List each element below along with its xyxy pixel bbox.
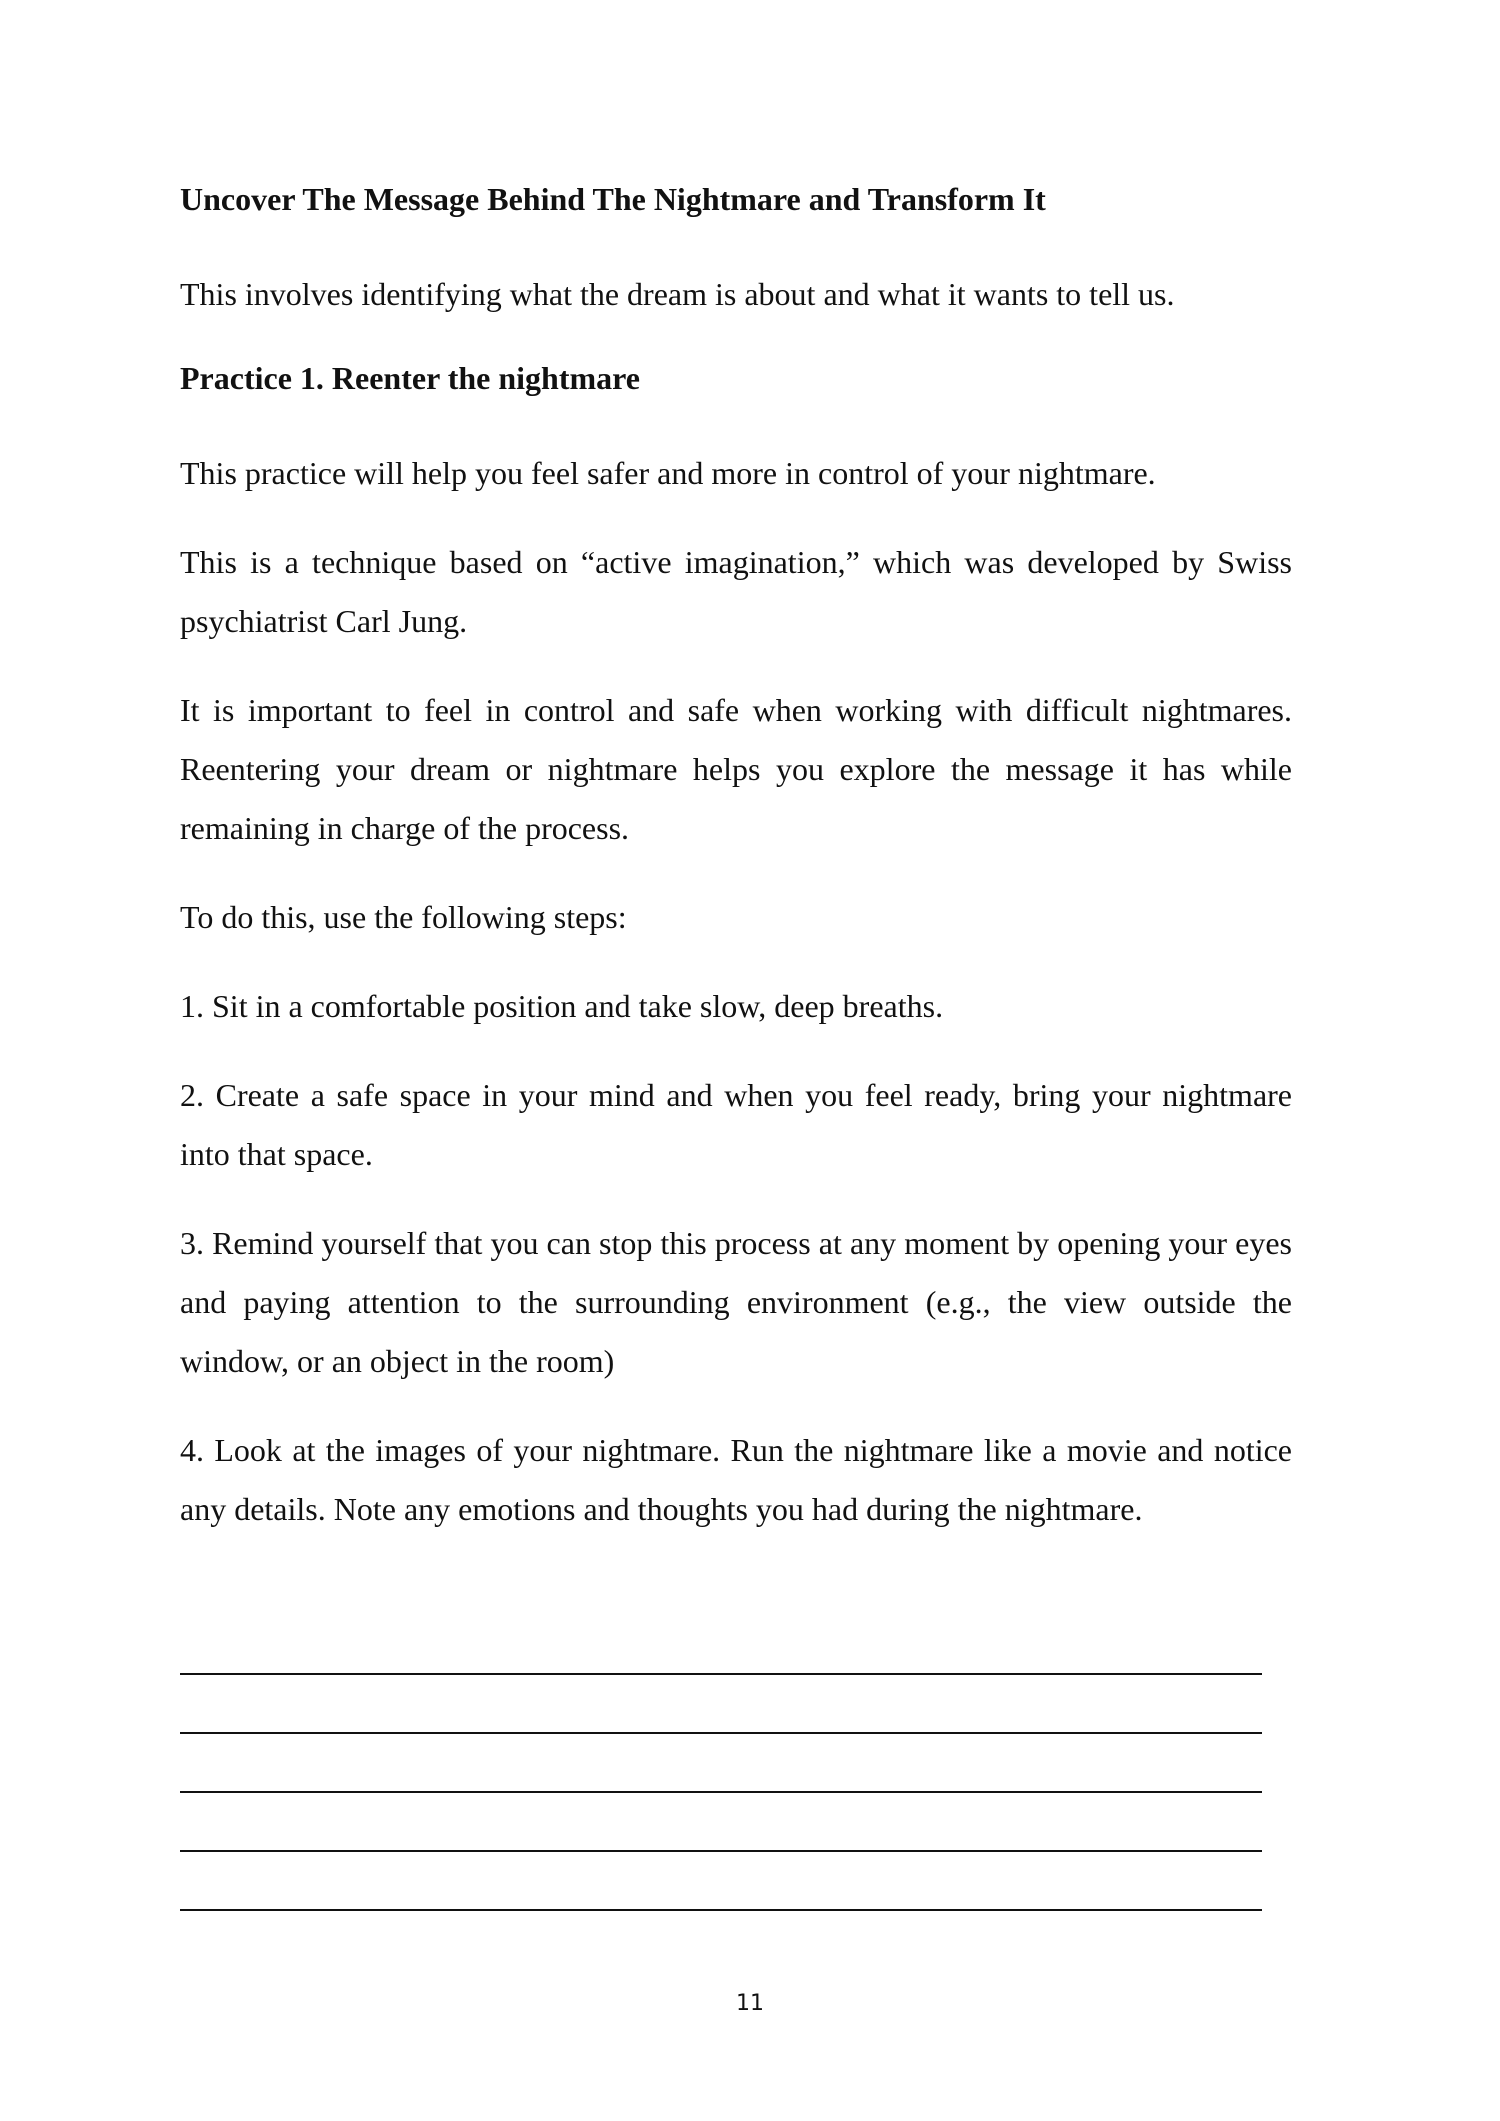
step-item: 3. Remind yourself that you can stop this process at any moment by opening your eyes and paying attention to the surrounding environment (e.g., the view outside the window, or an object in the room) bbox=[180, 1225, 1292, 1379]
document-page bbox=[180, 175, 1292, 1569]
writing-line[interactable] bbox=[180, 1732, 1262, 1734]
intro-paragraph: This involves identifying what the dream is about and what it wants to tell us. bbox=[180, 276, 1175, 312]
paragraph: This is a technique based on “active imagination,” which was developed by Swiss psychiatrist Carl Jung. bbox=[180, 544, 1292, 639]
step-item: 2. Create a safe space in your mind and when you feel ready, bring your nightmare into that space. bbox=[180, 1077, 1292, 1172]
practice-title: Practice 1. Reenter the nightmare bbox=[180, 360, 640, 396]
writing-line[interactable] bbox=[180, 1673, 1262, 1675]
paragraph: To do this, use the following steps: bbox=[180, 899, 627, 935]
step-item: 1. Sit in a comfortable position and take slow, deep breaths. bbox=[180, 988, 944, 1024]
writing-lines bbox=[180, 1673, 1262, 1968]
section-title: Uncover The Message Behind The Nightmare and Transform It bbox=[180, 181, 1046, 217]
paragraph: This practice will help you feel safer and more in control of your nightmare. bbox=[180, 455, 1156, 491]
writing-line[interactable] bbox=[180, 1791, 1262, 1793]
writing-line[interactable] bbox=[180, 1850, 1262, 1852]
page-number: 11 bbox=[736, 1991, 764, 2016]
paragraph: It is important to feel in control and safe when working with difficult nightmares. Reentering your dream or nightmare helps you explore the message it has while remaining in charge of the process. bbox=[180, 692, 1292, 846]
writing-line[interactable] bbox=[180, 1909, 1262, 1911]
step-item: 4. Look at the images of your nightmare. Run the nightmare like a movie and notice any details. Note any emotions and thoughts you had during the nightmare. bbox=[180, 1432, 1292, 1527]
